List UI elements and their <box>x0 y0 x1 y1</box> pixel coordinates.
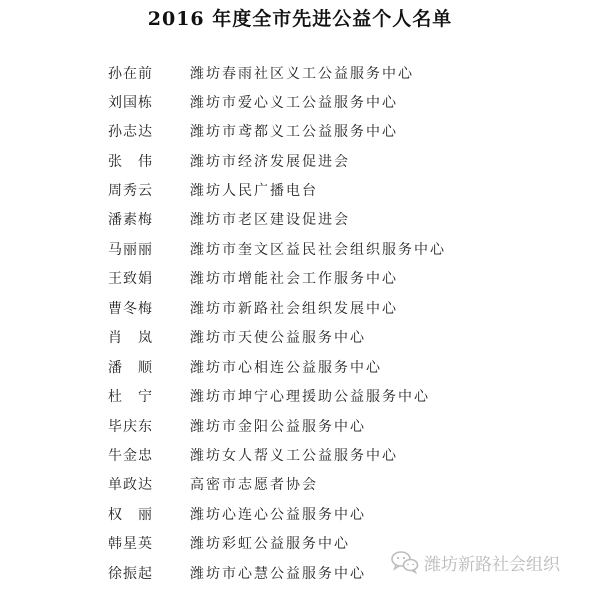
list-item <box>0 505 600 534</box>
person-name: 韩星英 <box>108 536 153 552</box>
watermark <box>390 548 560 576</box>
organization-name: 潍坊市天使公益服务中心 <box>190 330 366 346</box>
list-item <box>0 446 600 475</box>
person-name: 潘 顺 <box>108 360 153 376</box>
person-name: 孙志达 <box>108 124 153 140</box>
list-item <box>0 299 600 328</box>
list-item <box>0 122 600 151</box>
person-name: 刘国栋 <box>108 95 153 111</box>
organization-name: 潍坊市鸢都义工公益服务中心 <box>190 124 398 140</box>
list-item <box>0 64 600 93</box>
list-item <box>0 210 600 239</box>
organization-name: 潍坊市经济发展促进会 <box>190 154 350 170</box>
person-name: 毕庆东 <box>108 419 153 435</box>
list-item <box>0 387 600 416</box>
person-name: 孙在前 <box>108 66 153 82</box>
list-item <box>0 328 600 357</box>
person-name: 牛金忠 <box>108 448 153 464</box>
list-item <box>0 181 600 210</box>
organization-name: 高密市志愿者协会 <box>190 477 318 493</box>
organization-name: 潍坊市奎文区益民社会组织服务中心 <box>190 242 446 258</box>
list-item <box>0 152 600 181</box>
person-name: 徐振起 <box>108 566 153 582</box>
organization-name: 潍坊彩虹公益服务中心 <box>190 536 350 552</box>
organization-name: 潍坊市心慧公益服务中心 <box>190 566 366 582</box>
list-item <box>0 93 600 122</box>
organization-name: 潍坊人民广播电台 <box>190 183 318 199</box>
page-title: 2016 年度全市先进公益个人名单 <box>147 8 453 30</box>
person-name: 权 丽 <box>108 507 153 523</box>
organization-name: 潍坊市坤宁心理援助公益服务中心 <box>190 389 430 405</box>
wechat-icon <box>390 550 420 574</box>
organization-name: 潍坊女人帮义工公益服务中心 <box>190 448 398 464</box>
list-item <box>0 269 600 298</box>
organization-name: 潍坊市心相连公益服务中心 <box>190 360 382 376</box>
organization-name: 潍坊市老区建设促进会 <box>190 212 350 228</box>
person-name: 潘素梅 <box>108 212 153 228</box>
person-name: 王致娟 <box>108 271 153 287</box>
organization-name: 潍坊市增能社会工作服务中心 <box>190 271 398 287</box>
list-item <box>0 358 600 387</box>
organization-name: 潍坊春雨社区义工公益服务中心 <box>190 66 414 82</box>
organization-name: 潍坊市爱心义工公益服务中心 <box>190 95 398 111</box>
person-name: 张 伟 <box>108 154 153 170</box>
person-name: 杜 宁 <box>108 389 153 405</box>
watermark-text: 潍坊新路社会组织 <box>424 554 560 575</box>
person-name: 曹冬梅 <box>108 301 153 317</box>
list-item <box>0 475 600 504</box>
person-name: 单政达 <box>108 477 153 493</box>
organization-name: 潍坊市金阳公益服务中心 <box>190 419 366 435</box>
person-name: 肖 岚 <box>108 330 153 346</box>
person-name: 马丽丽 <box>108 242 153 258</box>
organization-name: 潍坊心连心公益服务中心 <box>190 507 366 523</box>
list-item <box>0 240 600 269</box>
list-item <box>0 417 600 446</box>
organization-name: 潍坊市新路社会组织发展中心 <box>190 301 398 317</box>
person-name: 周秀云 <box>108 183 153 199</box>
